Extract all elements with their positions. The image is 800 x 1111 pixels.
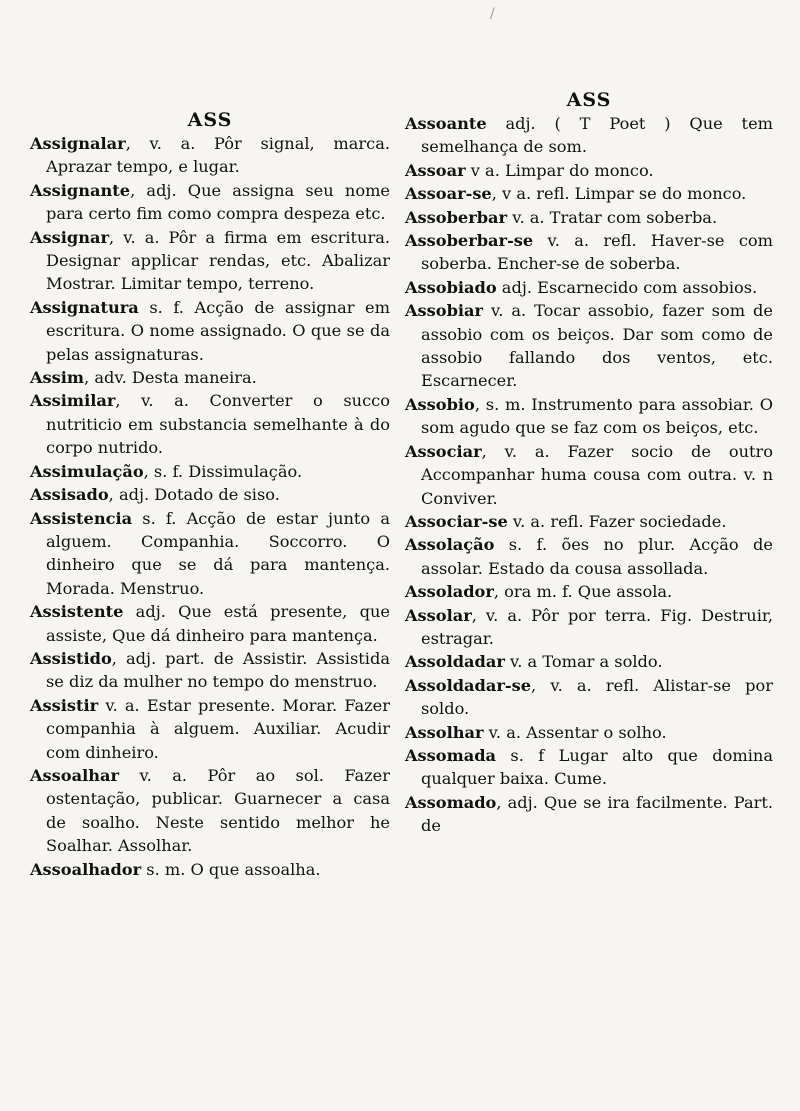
definition: , adj. part. de Assistir. Assistida se diz da mulher no tempo do menstruo. (46, 648, 390, 692)
headword: Assoar (405, 160, 466, 180)
headword: Assistencia (30, 508, 133, 528)
definition: v a. Limpar do monco. (465, 160, 654, 180)
definition: , v. a. refl. Alistar-se por soldo. (421, 675, 773, 719)
headword: Assignante (30, 180, 131, 200)
definition: s. f Lugar alto que domina qualquer baixa. Cume. (421, 745, 773, 789)
headword: Assobiar (405, 301, 484, 321)
headword: Assomada (405, 745, 497, 765)
definition: , adv. Desta maneira. (84, 368, 257, 388)
headword: Assimulação (30, 461, 144, 481)
definition: v. a. Pôr ao sol. Fazer ostentação, publicar. Guarnecer a casa de soalho. Neste sentido melhor he Soalhar. Assolhar. (46, 765, 390, 856)
headword: Assoberbar (405, 207, 508, 227)
headword: Assoldadar (405, 652, 505, 672)
headword: Assomado (405, 792, 497, 812)
corner-mark: / (490, 6, 495, 22)
right-entries (405, 112, 773, 838)
headword: Assobiado (405, 277, 497, 297)
definition: adj. ( T Poet ) Que tem semelhança de som. (421, 114, 773, 157)
headword: Assolador (405, 582, 494, 602)
definition: , v. a. Fazer socio de outro Accompanhar huma cousa com outra. v. n Conviver. (421, 441, 773, 508)
headword: Assistir (30, 695, 99, 715)
dictionary-entry (405, 580, 773, 603)
definition: , ora m. f. Que assola. (493, 582, 673, 602)
dictionary-entry (405, 206, 773, 229)
dictionary-entry (30, 179, 390, 226)
headword: Assistido (30, 648, 112, 668)
definition: s. f. Acção de assignar em escritura. O nome assignado. O que se da pelas assignaturas. (46, 297, 390, 364)
dictionary-entry (405, 791, 773, 838)
definition: s. f. Acção de estar junto a alguem. Companhia. Soccorro. O dinheiro que se dá para mantença. Morada. Menstruo. (46, 508, 390, 598)
dictionary-entry (30, 460, 390, 483)
definition: , adj. Que se ira facilmente. Part. de (421, 792, 773, 836)
definition: adj. Que está presente, que assiste, Que dá dinheiro para mantença. (46, 602, 390, 645)
left-column (30, 108, 390, 881)
definition: v. a. Estar presente. Morar. Fazer companhia à alguem. Auxiliar. Acudir com dinheiro. (46, 695, 390, 762)
dictionary-entry (405, 533, 773, 580)
dictionary-entry (30, 296, 390, 366)
dictionary-entry (405, 674, 773, 721)
headword: Assim (30, 368, 85, 388)
dictionary-entry (30, 483, 390, 506)
headword: Associar-se (405, 511, 508, 531)
definition: adj. Escarnecido com assobios. (496, 277, 758, 297)
definition: , v a. refl. Limpar se do monco. (491, 184, 747, 204)
definition: , adj. Dotado de siso. (108, 485, 280, 505)
definition: s. f. ões no plur. Acção de assolar. Estado da cousa assollada. (421, 535, 773, 578)
dictionary-entry (405, 112, 773, 159)
headword: Assobio (405, 394, 475, 414)
dictionary-entry (30, 764, 390, 858)
dictionary-entry (30, 366, 390, 389)
definition: v. a. Assentar o solho. (483, 722, 667, 742)
headword: Assoalhador (30, 859, 142, 879)
definition: , adj. Que assigna seu nome para certo fim como compra despeza etc. (46, 180, 390, 224)
headword: Assoldadar-se (405, 675, 532, 695)
headword: Assignalar (30, 134, 126, 153)
dictionary-entry (30, 647, 390, 694)
headword: Assignar (30, 227, 110, 247)
definition: v. a. refl. Haver-se com soberba. Encher-se de soberba. (421, 231, 773, 274)
dictionary-entry (405, 182, 773, 205)
dictionary-entry (405, 299, 773, 393)
headword: Assisado (30, 485, 109, 505)
definition: v. a. Tocar assobio, fazer som de assobio com os beiços. Dar som como de assobio fallando dos ventos, etc. Escarnecer. (421, 301, 773, 391)
dictionary-entry (405, 721, 773, 744)
headword: Assistente (30, 602, 124, 622)
dictionary-entry (30, 389, 390, 459)
headword: Assolhar (405, 722, 484, 742)
left-column-header: ASS (187, 109, 233, 131)
dictionary-entry (405, 510, 773, 533)
definition: , s. f. Dissimulação. (143, 461, 303, 481)
headword: Associar (405, 441, 482, 461)
definition: v. a Tomar a soldo. (504, 652, 663, 672)
headword: Assoar-se (405, 184, 492, 204)
definition: , v. a. Pôr signal, marca. Aprazar tempo, e lugar. (46, 134, 390, 177)
headword: Assolar (405, 605, 472, 625)
dictionary-entry (30, 858, 390, 881)
headword: Assoberbar-se (405, 231, 534, 251)
definition: , v. a. Converter o succo nutriticio em substancia semelhante à do corpo nutrido. (46, 391, 390, 458)
headword: Assoante (405, 114, 487, 133)
dictionary-entry (30, 226, 390, 296)
definition: , s. m. Instrumento para assobiar. O som agudo que se faz com os beiços, etc. (421, 394, 773, 438)
right-column (405, 89, 773, 838)
dictionary-entry (405, 440, 773, 510)
dictionary-entry (30, 132, 390, 179)
dictionary-entry (405, 393, 773, 440)
definition: v. a. refl. Fazer sociedade. (507, 511, 727, 531)
definition: , v. a. Pôr por terra. Fig. Destruir, estragar. (421, 605, 773, 648)
dictionary-entry (405, 229, 773, 276)
definition: v. a. Tratar com soberba. (507, 207, 718, 227)
dictionary-entry (30, 600, 390, 647)
dictionary-entry (405, 744, 773, 791)
definition: s. m. O que assoalha. (141, 859, 321, 879)
headword: Assolação (405, 535, 495, 555)
right-column-header: ASS (566, 89, 612, 111)
dictionary-entry (30, 694, 390, 764)
dictionary-entry (405, 604, 773, 651)
headword: Assimilar (30, 391, 116, 411)
dictionary-entry (405, 650, 773, 673)
headword: Assignatura (30, 297, 139, 317)
dictionary-entry (30, 507, 390, 601)
dictionary-entry (405, 276, 773, 299)
dictionary-entry (405, 159, 773, 182)
headword: Assoalhar (30, 765, 120, 785)
definition: , v. a. Pôr a firma em escritura. Designar applicar rendas, etc. Abalizar Mostrar. Limitar tempo, terreno. (46, 227, 390, 294)
left-entries (30, 132, 390, 881)
